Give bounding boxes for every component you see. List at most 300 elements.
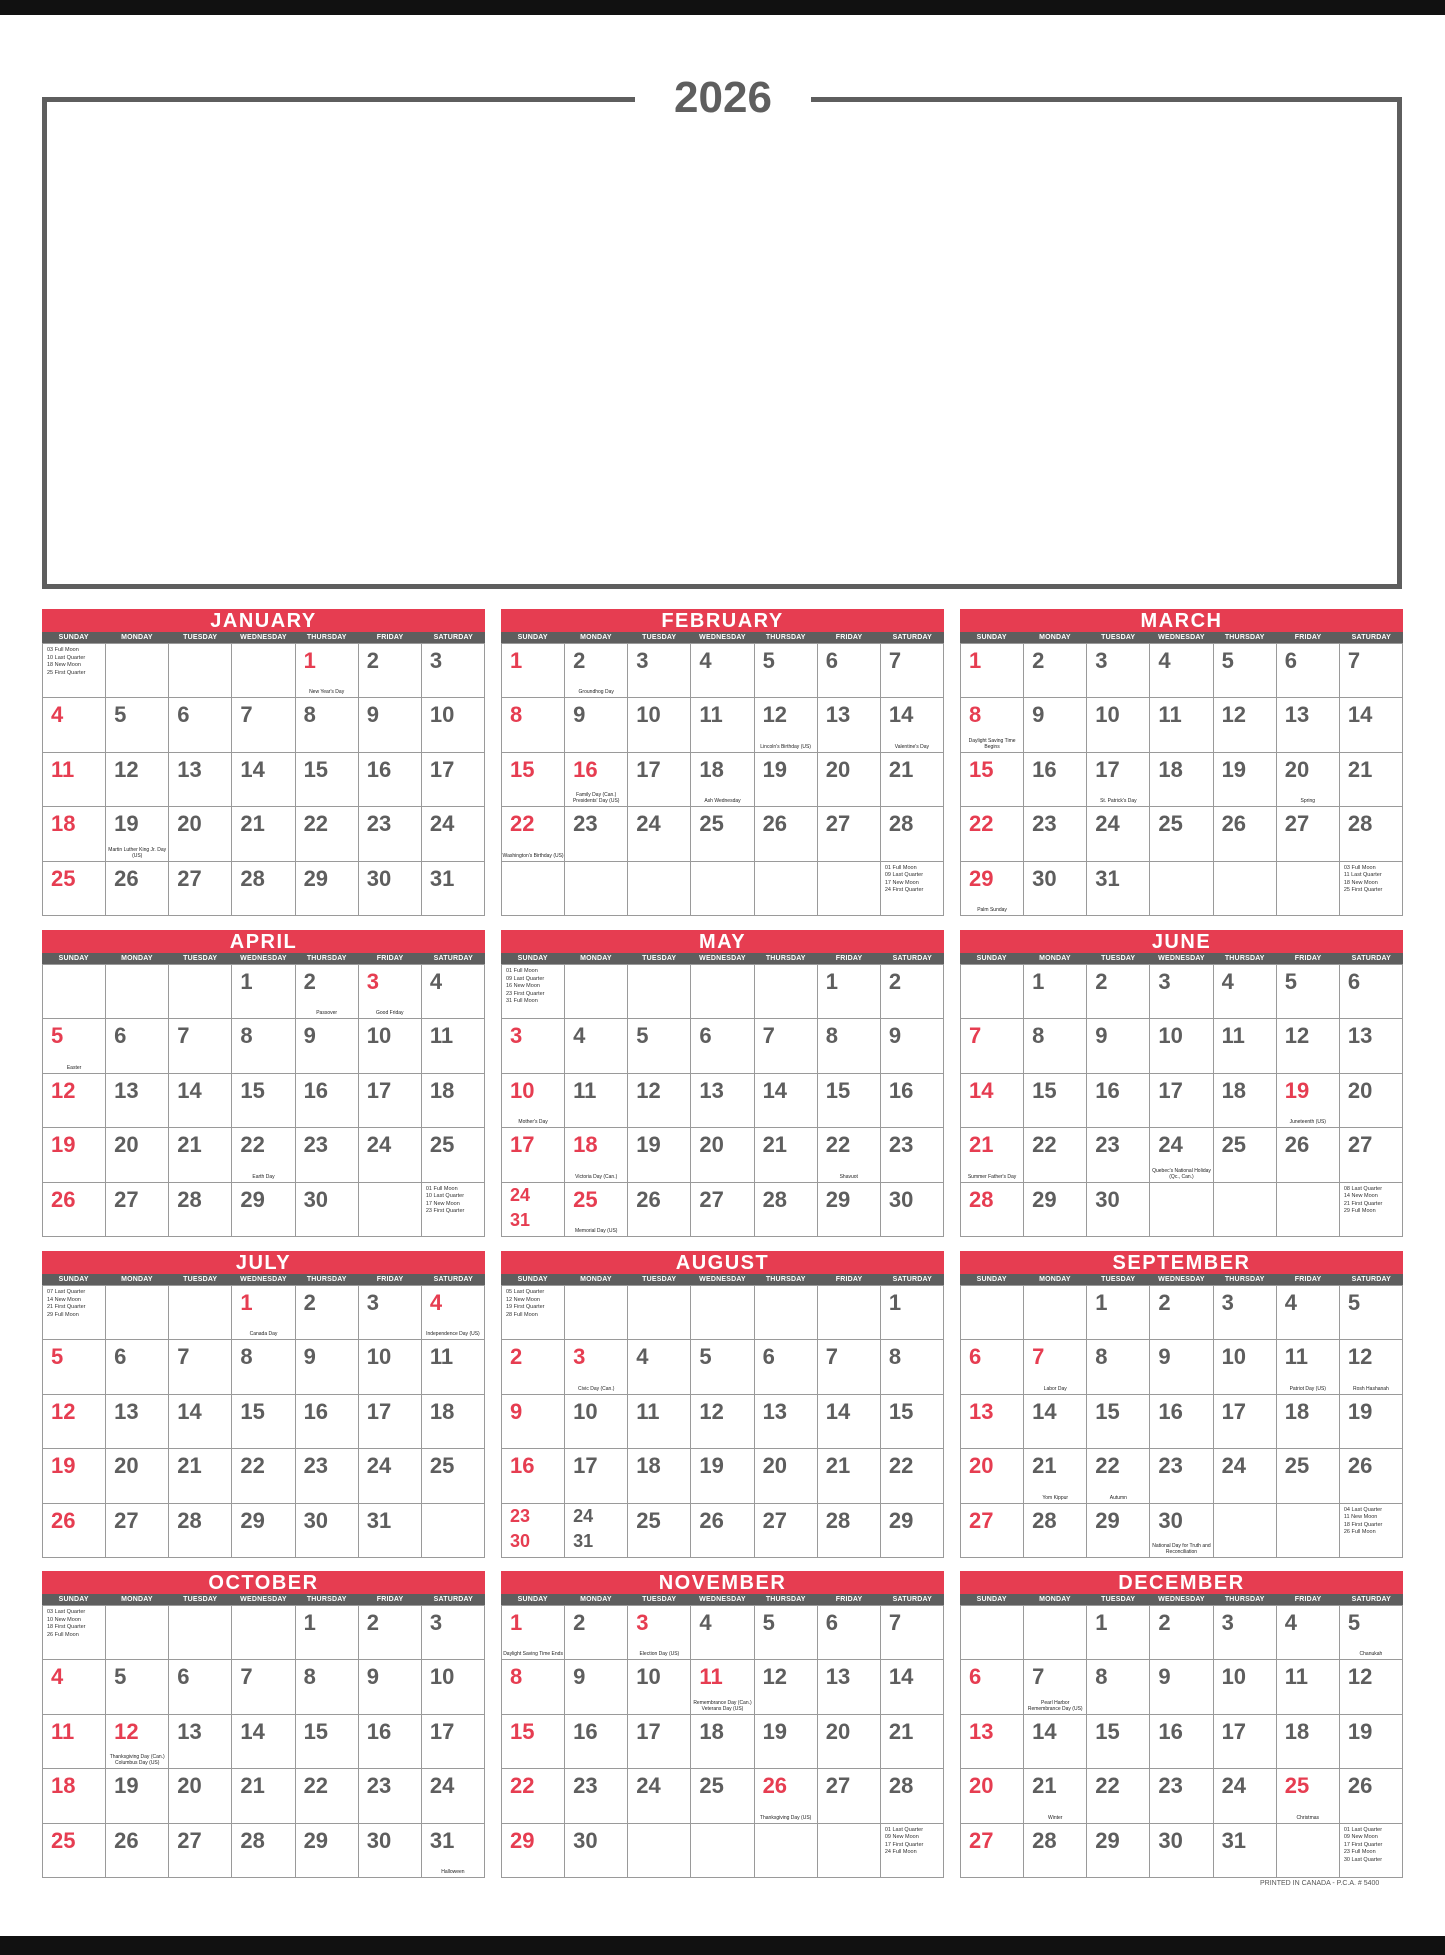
day-number: 10 xyxy=(510,1077,535,1103)
day-number: 28 xyxy=(1032,1507,1057,1533)
day-cell xyxy=(565,1824,628,1878)
day-cell xyxy=(1214,1340,1277,1394)
day-cell xyxy=(818,1183,881,1237)
weekday-label: WEDNESDAY xyxy=(699,955,746,962)
weekday-label: WEDNESDAY xyxy=(699,1596,746,1603)
holiday-note: Patriot Day (US) xyxy=(1289,1385,1326,1392)
day-number: 19 xyxy=(51,1453,76,1479)
day-number: 28 xyxy=(825,1507,851,1533)
day-number: 9 xyxy=(1158,1664,1171,1690)
moon-phase-line: 18 New Moon xyxy=(1343,879,1378,886)
day-number: 11 xyxy=(1284,1344,1308,1370)
weekday-label: MONDAY xyxy=(1039,1596,1071,1603)
day-number: 2 xyxy=(366,1610,379,1635)
moon-phase-line: 25 First Quarter xyxy=(1343,887,1383,894)
day-number: 17 xyxy=(636,756,661,782)
day-cell xyxy=(296,1019,359,1073)
day-number: 9 xyxy=(573,702,586,728)
day-cell xyxy=(169,753,232,807)
day-number: 11 xyxy=(636,1398,660,1424)
weekday-label: WEDNESDAY xyxy=(240,1276,287,1283)
moon-phase-line: 21 First Quarter xyxy=(47,1304,86,1310)
day-cell xyxy=(422,753,485,807)
month-title: SEPTEMBER xyxy=(960,1251,1403,1274)
weekday-label: SATURDAY xyxy=(1351,1276,1391,1283)
day-number: 21 xyxy=(177,1453,202,1479)
weekday-label: FRIDAY xyxy=(835,955,863,962)
day-cell xyxy=(1087,1340,1150,1394)
day-number: 23 xyxy=(510,1505,531,1526)
day-cell xyxy=(43,965,106,1019)
day-cell xyxy=(43,1019,106,1073)
day-cell xyxy=(1087,1449,1150,1503)
day-number: 17 xyxy=(429,756,455,782)
day-cell xyxy=(691,1715,754,1769)
day-cell xyxy=(359,1019,422,1073)
month-title: MARCH xyxy=(960,609,1403,632)
day-number: 14 xyxy=(240,756,265,782)
day-cell xyxy=(1087,1074,1150,1128)
day-number: 7 xyxy=(969,1023,982,1049)
day-number: 10 xyxy=(429,1664,455,1690)
weekday-label: THURSDAY xyxy=(306,1276,347,1283)
moon-phase-line: 17 First Quarter xyxy=(1343,1841,1383,1848)
day-cell xyxy=(296,1824,359,1878)
day-cell xyxy=(961,1019,1024,1073)
day-cell xyxy=(106,1286,169,1340)
day-cell xyxy=(1024,644,1087,698)
day-cell xyxy=(755,965,818,1019)
moon-phase-line: 24 Full Moon xyxy=(884,1849,917,1856)
weekday-label: THURSDAY xyxy=(1224,1276,1265,1283)
day-cell xyxy=(232,1606,295,1660)
moon-phase-line: 24 First Quarter xyxy=(884,887,924,894)
day-number: 23 xyxy=(573,1773,598,1799)
day-number: 20 xyxy=(114,1453,139,1479)
day-cell xyxy=(628,1183,691,1237)
weekday-header xyxy=(42,1594,485,1605)
day-cell xyxy=(1277,753,1340,807)
day-number: 7 xyxy=(762,1023,775,1049)
day-cell xyxy=(628,1074,691,1128)
moon-phase-line: 18 First Quarter xyxy=(1343,1521,1383,1528)
day-cell xyxy=(755,862,818,916)
day-number: 19 xyxy=(1221,756,1247,782)
day-cell xyxy=(961,1183,1024,1237)
day-cell xyxy=(961,807,1024,861)
weekday-header xyxy=(42,1274,485,1285)
day-cell xyxy=(1150,1504,1213,1558)
month-april xyxy=(42,930,485,1236)
day-cell xyxy=(43,1128,106,1182)
day-cell xyxy=(1214,1606,1277,1660)
day-cell xyxy=(1024,1824,1087,1878)
moon-phase-line: 09 New Moon xyxy=(884,1834,919,1841)
holiday-note: Thanksgiving Day (Can.) Columbus Day (US) xyxy=(109,1754,165,1767)
day-grid xyxy=(42,1285,485,1558)
weekday-header xyxy=(501,953,944,964)
moon-phase-line: 18 First Quarter xyxy=(47,1624,86,1630)
weekday-label: SUNDAY xyxy=(58,1276,89,1283)
day-cell xyxy=(1277,1019,1340,1073)
day-cell xyxy=(1214,1286,1277,1340)
month-title: JULY xyxy=(42,1251,485,1274)
day-cell xyxy=(818,1340,881,1394)
day-number: 20 xyxy=(699,1132,724,1158)
moon-phase-line: 19 First Quarter xyxy=(506,1304,545,1310)
day-number: 5 xyxy=(1347,1290,1361,1315)
holiday-note: New Year's Day xyxy=(309,689,345,696)
day-cell xyxy=(296,644,359,698)
day-cell xyxy=(296,1449,359,1503)
day-number: 6 xyxy=(825,648,838,673)
day-cell xyxy=(232,807,295,861)
day-cell xyxy=(1087,753,1150,807)
day-cell xyxy=(961,1660,1024,1714)
day-cell xyxy=(422,1395,485,1449)
day-cell xyxy=(1087,965,1150,1019)
day-number: 16 xyxy=(1095,1077,1120,1103)
moon-phases xyxy=(47,1289,86,1319)
day-number: 5 xyxy=(1347,1610,1361,1635)
day-cell xyxy=(359,1449,422,1503)
day-cell xyxy=(1087,1715,1150,1769)
day-cell xyxy=(818,1504,881,1558)
day-number: 2 xyxy=(573,648,586,673)
day-number: 6 xyxy=(825,1610,838,1635)
day-cell xyxy=(1277,1504,1340,1558)
day-cell xyxy=(106,644,169,698)
day-grid xyxy=(960,964,1403,1237)
day-cell xyxy=(628,1449,691,1503)
day-cell xyxy=(691,1183,754,1237)
day-number: 24 xyxy=(1221,1453,1247,1479)
month-title: FEBRUARY xyxy=(501,609,944,632)
day-number: 31 xyxy=(1095,865,1120,891)
day-cell xyxy=(881,1606,944,1660)
month-december xyxy=(960,1571,1403,1877)
holiday-note: Daylight Saving Time Ends xyxy=(503,1651,563,1658)
holiday-note: Yom Kippur xyxy=(1042,1494,1069,1501)
day-cell xyxy=(565,1504,628,1558)
day-cell xyxy=(755,1183,818,1237)
day-cell xyxy=(628,1019,691,1073)
day-cell xyxy=(296,1183,359,1237)
day-cell xyxy=(43,698,106,752)
day-number: 2 xyxy=(1095,969,1108,994)
day-number: 21 xyxy=(1032,1453,1057,1479)
day-cell xyxy=(1214,1824,1277,1878)
day-cell xyxy=(232,1504,295,1558)
day-number: 31 xyxy=(366,1507,392,1533)
day-number: 29 xyxy=(1032,1186,1057,1212)
day-number: 16 xyxy=(888,1077,914,1103)
day-cell xyxy=(359,1715,422,1769)
day-number: 9 xyxy=(573,1664,586,1690)
day-number: 11 xyxy=(1158,702,1182,728)
day-cell xyxy=(1340,1183,1403,1237)
weekday-label: FRIDAY xyxy=(376,1276,404,1283)
day-cell xyxy=(1214,862,1277,916)
day-number: 14 xyxy=(1032,1718,1057,1744)
day-cell xyxy=(232,1660,295,1714)
day-cell xyxy=(422,1824,485,1878)
weekday-label: MONDAY xyxy=(121,1276,153,1283)
day-cell xyxy=(1150,1395,1213,1449)
photo-frame xyxy=(42,97,1402,589)
day-number: 27 xyxy=(969,1827,994,1853)
day-number: 22 xyxy=(888,1453,914,1479)
day-cell xyxy=(1150,1769,1213,1823)
day-cell xyxy=(961,1769,1024,1823)
month-title: JUNE xyxy=(960,930,1403,953)
day-number: 8 xyxy=(303,702,316,728)
day-cell xyxy=(755,1606,818,1660)
day-number: 29 xyxy=(240,1507,265,1533)
weekday-label: MONDAY xyxy=(1039,1276,1071,1283)
day-number: 8 xyxy=(825,1023,838,1049)
holiday-note: Remembrance Day (Can.) Veterans Day (US) xyxy=(693,1699,752,1712)
day-number: 13 xyxy=(699,1077,724,1103)
day-number: 3 xyxy=(510,1023,523,1049)
day-number: 2 xyxy=(366,648,379,673)
day-cell xyxy=(232,644,295,698)
day-number: 30 xyxy=(888,1186,914,1212)
day-cell xyxy=(106,1769,169,1823)
weekday-label: MONDAY xyxy=(1039,955,1071,962)
day-number: 11 xyxy=(699,702,723,728)
weekday-label: SATURDAY xyxy=(1351,634,1391,641)
day-cell xyxy=(628,698,691,752)
day-cell xyxy=(296,753,359,807)
day-cell xyxy=(232,965,295,1019)
day-number: 19 xyxy=(762,756,788,782)
day-number: 12 xyxy=(114,1718,139,1744)
weekday-label: SATURDAY xyxy=(892,1276,932,1283)
holiday-note: Independence Day (US) xyxy=(426,1331,480,1338)
day-number: 14 xyxy=(1032,1398,1057,1424)
day-cell xyxy=(1340,753,1403,807)
day-cell xyxy=(628,807,691,861)
day-cell xyxy=(565,1769,628,1823)
day-number: 26 xyxy=(762,1773,788,1799)
day-cell xyxy=(691,1660,754,1714)
moon-phase-line: 29 Full Moon xyxy=(1343,1208,1376,1215)
day-cell xyxy=(359,965,422,1019)
day-number: 17 xyxy=(366,1077,392,1103)
day-grid xyxy=(501,964,944,1237)
weekday-label: TUESDAY xyxy=(642,1276,677,1283)
day-number: 27 xyxy=(114,1507,139,1533)
day-cell xyxy=(1024,807,1087,861)
day-cell xyxy=(1150,1074,1213,1128)
day-cell xyxy=(1024,1340,1087,1394)
day-number: 22 xyxy=(1032,1132,1057,1158)
day-cell xyxy=(565,698,628,752)
day-number: 15 xyxy=(1095,1398,1120,1424)
day-number: 12 xyxy=(51,1398,76,1424)
day-cell xyxy=(1214,1395,1277,1449)
day-number: 31 xyxy=(429,1827,455,1853)
day-cell xyxy=(502,1824,565,1878)
day-number: 11 xyxy=(429,1023,454,1049)
day-cell xyxy=(1277,1769,1340,1823)
day-cell xyxy=(169,965,232,1019)
day-cell xyxy=(232,1074,295,1128)
day-number: 7 xyxy=(177,1344,190,1370)
weekday-label: WEDNESDAY xyxy=(1158,955,1205,962)
day-cell xyxy=(881,1074,944,1128)
day-number: 1 xyxy=(969,648,982,673)
day-number: 6 xyxy=(762,1344,775,1370)
day-number: 16 xyxy=(1158,1718,1183,1744)
day-number: 10 xyxy=(573,1398,598,1424)
day-cell xyxy=(359,1824,422,1878)
day-cell xyxy=(169,1074,232,1128)
day-number: 3 xyxy=(1221,1290,1234,1315)
day-cell xyxy=(565,1340,628,1394)
weekday-label: TUESDAY xyxy=(1101,634,1136,641)
day-number: 17 xyxy=(1221,1398,1247,1424)
day-cell xyxy=(1340,965,1403,1019)
day-number: 20 xyxy=(969,1773,994,1799)
day-grid xyxy=(42,1605,485,1878)
month-title: APRIL xyxy=(42,930,485,953)
day-number: 26 xyxy=(699,1507,724,1533)
day-cell xyxy=(755,1286,818,1340)
day-cell xyxy=(818,807,881,861)
day-cell xyxy=(628,1606,691,1660)
day-cell xyxy=(296,1660,359,1714)
day-cell xyxy=(502,1606,565,1660)
day-cell xyxy=(691,644,754,698)
day-number: 12 xyxy=(636,1077,661,1103)
day-cell xyxy=(755,1769,818,1823)
day-number: 12 xyxy=(114,756,139,782)
day-cell xyxy=(106,1395,169,1449)
day-number: 19 xyxy=(636,1132,661,1158)
day-cell xyxy=(169,1715,232,1769)
day-cell xyxy=(43,1449,106,1503)
day-number: 18 xyxy=(1284,1398,1310,1424)
day-cell xyxy=(1087,644,1150,698)
day-number: 14 xyxy=(1347,702,1373,728)
day-number: 15 xyxy=(510,1718,535,1744)
day-cell xyxy=(565,1449,628,1503)
day-cell xyxy=(1024,1128,1087,1182)
weekday-label: SATURDAY xyxy=(433,955,473,962)
day-number: 25 xyxy=(1158,811,1183,837)
day-cell xyxy=(43,753,106,807)
day-cell xyxy=(1340,1715,1403,1769)
day-cell xyxy=(691,965,754,1019)
day-number: 8 xyxy=(510,1664,523,1690)
holiday-note: Martin Luther King Jr. Day (US) xyxy=(108,846,167,859)
day-cell xyxy=(1277,965,1340,1019)
day-cell xyxy=(106,1660,169,1714)
day-number: 23 xyxy=(1095,1132,1120,1158)
day-cell xyxy=(296,1286,359,1340)
month-title: MAY xyxy=(501,930,944,953)
day-number: 10 xyxy=(366,1023,392,1049)
day-number: 1 xyxy=(1032,969,1045,994)
weekday-label: FRIDAY xyxy=(835,1276,863,1283)
day-cell xyxy=(881,1340,944,1394)
day-number: 15 xyxy=(1032,1077,1057,1103)
day-cell xyxy=(502,753,565,807)
day-number: 1 xyxy=(510,1610,523,1635)
day-cell xyxy=(1087,1660,1150,1714)
holiday-note: Easter xyxy=(66,1064,82,1071)
weekday-label: MONDAY xyxy=(580,634,612,641)
day-cell xyxy=(881,644,944,698)
day-number: 1 xyxy=(303,648,316,673)
day-number: 5 xyxy=(1284,969,1297,994)
day-number: 25 xyxy=(636,1507,661,1533)
month-november xyxy=(501,1571,944,1877)
day-cell xyxy=(1024,1395,1087,1449)
weekday-label: THURSDAY xyxy=(765,1596,806,1603)
moon-phase-line: 28 Full Moon xyxy=(506,1311,538,1318)
day-number: 3 xyxy=(636,648,649,673)
holiday-note: Chanukah xyxy=(1359,1651,1383,1658)
weekday-label: TUESDAY xyxy=(1101,955,1136,962)
day-cell xyxy=(422,1128,485,1182)
weekday-header xyxy=(501,1274,944,1285)
day-cell xyxy=(422,1074,485,1128)
day-cell xyxy=(691,1769,754,1823)
day-cell xyxy=(232,1019,295,1073)
day-number: 24 xyxy=(366,1132,392,1158)
day-cell xyxy=(232,1824,295,1878)
day-cell xyxy=(1150,1183,1213,1237)
holiday-note: Quebec's National Holiday (Qc., Can.) xyxy=(1152,1167,1211,1180)
day-cell xyxy=(691,1395,754,1449)
day-number: 13 xyxy=(1347,1023,1373,1049)
day-number: 18 xyxy=(573,1132,598,1158)
day-number: 14 xyxy=(240,1718,265,1744)
moon-phase-line: 09 New Moon xyxy=(1343,1834,1378,1841)
weekday-label: THURSDAY xyxy=(1224,634,1265,641)
day-cell xyxy=(502,1715,565,1769)
moon-phase-line: 17 New Moon xyxy=(884,879,919,886)
day-number: 27 xyxy=(1347,1132,1373,1158)
day-number: 13 xyxy=(969,1718,994,1744)
moon-phase-line: 14 New Moon xyxy=(1343,1193,1378,1200)
day-cell xyxy=(232,1395,295,1449)
day-number: 7 xyxy=(1347,648,1361,673)
weekday-label: SUNDAY xyxy=(976,1596,1007,1603)
day-cell xyxy=(818,965,881,1019)
day-number: 19 xyxy=(1347,1718,1373,1744)
day-cell xyxy=(818,1660,881,1714)
day-cell xyxy=(1340,1074,1403,1128)
day-number: 28 xyxy=(762,1186,788,1212)
weekday-label: THURSDAY xyxy=(306,955,347,962)
day-cell xyxy=(565,1606,628,1660)
day-cell xyxy=(169,1128,232,1182)
day-cell xyxy=(502,698,565,752)
day-cell xyxy=(565,1183,628,1237)
day-cell xyxy=(1214,753,1277,807)
weekday-label: SATURDAY xyxy=(1351,955,1391,962)
day-cell xyxy=(1277,1128,1340,1182)
day-cell xyxy=(961,1824,1024,1878)
day-cell xyxy=(691,753,754,807)
day-number: 4 xyxy=(699,1610,712,1635)
day-number: 3 xyxy=(429,1610,443,1635)
day-number: 4 xyxy=(699,648,712,673)
